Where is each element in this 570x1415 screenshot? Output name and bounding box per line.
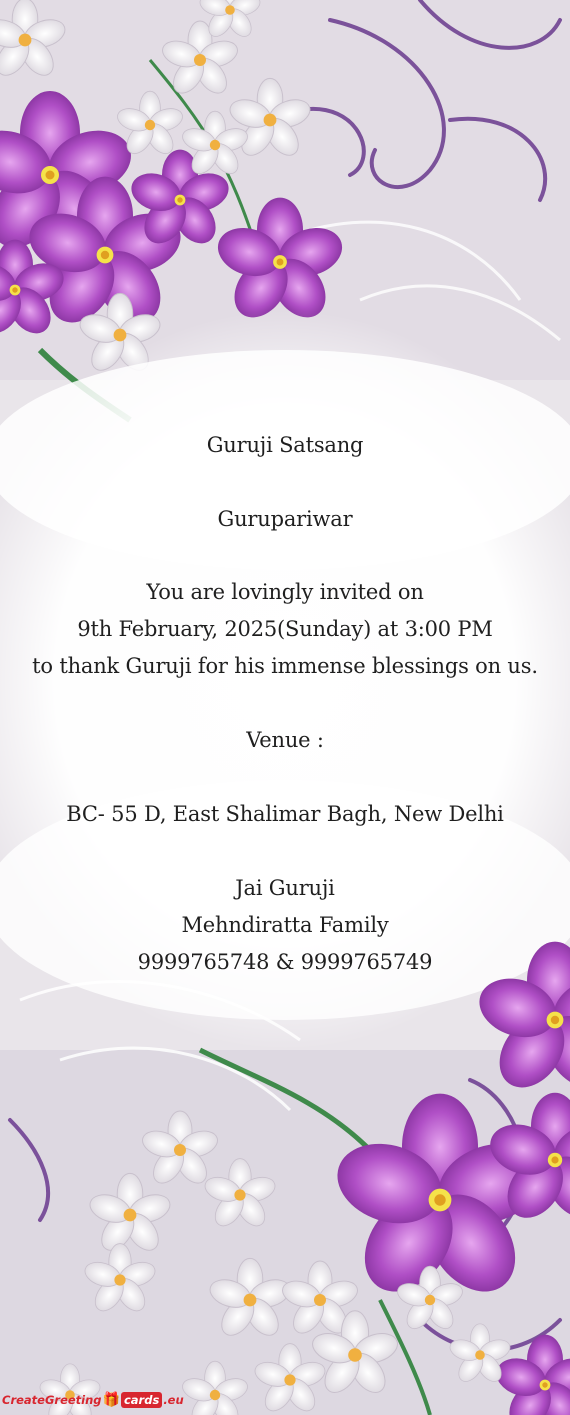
invite-line: You are lovingly invited on (146, 580, 424, 604)
venue-address: BC- 55 D, East Shalimar Bagh, New Delhi (66, 802, 504, 826)
host-name: Mehndiratta Family (181, 913, 389, 937)
watermark-link[interactable] (2, 1388, 184, 1412)
purpose-line: to thank Guruji for his immense blessings on us. (32, 654, 538, 678)
greeting: Jai Guruji (235, 876, 335, 900)
venue-label: Venue : (246, 728, 324, 752)
phone-numbers: 9999765748 & 9999765749 (137, 950, 433, 974)
date-line: 9th February, 2025(Sunday) at 3:00 PM (77, 617, 493, 641)
watermark-text-part3: .eu (163, 1393, 184, 1407)
host-group: Gurupariwar (217, 507, 353, 531)
gift-icon: 🎁 (102, 1392, 120, 1408)
watermark-text-part1: CreateGreeting (2, 1393, 102, 1407)
event-title: Guruji Satsang (206, 433, 364, 457)
watermark-text-part2: cards (121, 1392, 162, 1408)
